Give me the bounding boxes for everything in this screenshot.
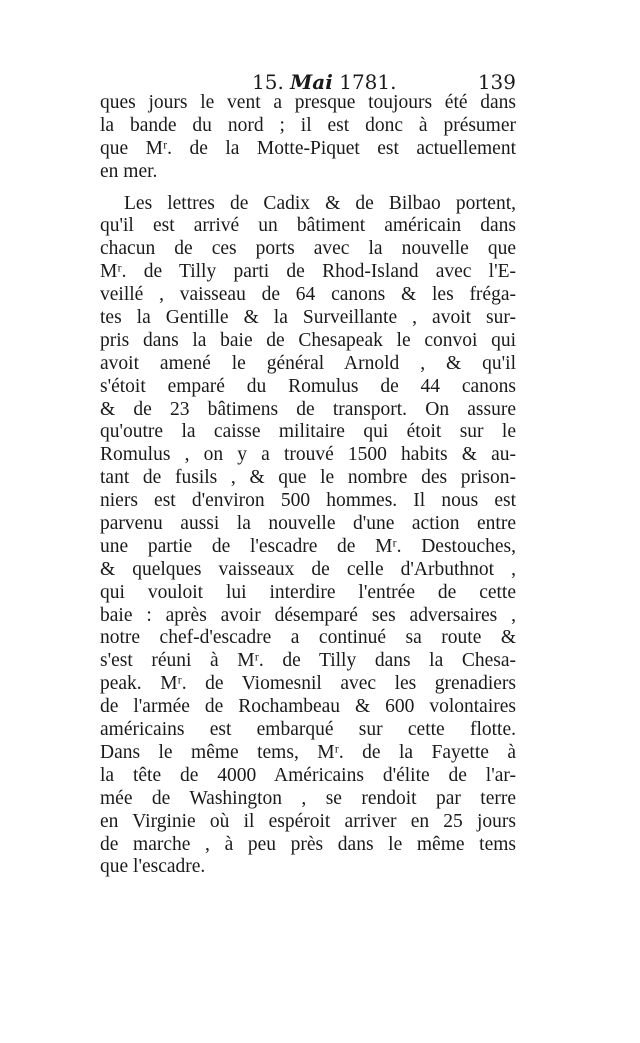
paragraph (100, 92, 516, 184)
header-month: Mai (290, 70, 333, 94)
header-year: 1781. (339, 70, 397, 94)
text-line: la bande du nord ; il est donc à présumer (100, 114, 516, 136)
page-number: 139 (477, 70, 516, 94)
text-line: qu'il est arrivé un bâtiment américain dans (100, 215, 516, 237)
text-line: chacun de ces ports avec la nouvelle que (100, 238, 516, 260)
text-line: avoit amené le général Arnold , & qu'il (100, 352, 516, 374)
text-line: Dans le même tems, Mʳ. de la Fayette à (100, 741, 516, 763)
text-line: peak. Mʳ. de Viomesnil avec les grenadiers (100, 673, 516, 695)
text-line: mée de Washington , se rendoit par terre (100, 787, 516, 809)
text-line: baie : après avoir désemparé ses adversaires , (100, 604, 516, 626)
body-text (100, 92, 516, 879)
text-line: qui vouloit lui interdire l'entrée de cette (100, 581, 516, 603)
text-line: Romulus , on y a trouvé 1500 habits & au- (100, 444, 516, 466)
text-line: s'est réuni à Mʳ. de Tilly dans la Chesa- (100, 650, 516, 672)
text-line: Les lettres de Cadix & de Bilbao portent, (124, 192, 516, 214)
text-line: tant de fusils , & que le nombre des prison- (100, 467, 516, 489)
text-line: de marche , à peu près dans le même tems (100, 833, 516, 855)
paragraph (100, 193, 516, 880)
text-line: la tête de 4000 Américains d'élite de l'ar- (100, 764, 516, 786)
text-line: que l'escadre. (100, 856, 206, 878)
text-line: qu'outre la caisse militaire qui étoit sur le (100, 421, 516, 443)
text-line: américains est embarqué sur cette flotte. (100, 719, 516, 741)
text-line: ques jours le vent a presque toujours été dans (100, 92, 516, 113)
text-line: notre chef-d'escadre a continué sa route & (100, 627, 516, 649)
text-line: veillé , vaisseau de 64 canons & les fréga- (100, 284, 516, 306)
text-line: de l'armée de Rochambeau & 600 volontaires (100, 696, 516, 718)
text-line: en Virginie où il espéroit arriver en 25 jours (100, 810, 516, 832)
text-line: & quelques vaisseaux de celle d'Arbuthnot , (100, 558, 516, 580)
text-line: une partie de l'escadre de Mʳ. Destouches, (100, 535, 516, 557)
paragraph-gap (100, 184, 516, 193)
text-line: & de 23 bâtimens de transport. On assure (100, 398, 516, 420)
text-line: pris dans la baie de Chesapeak le convoi qui (100, 329, 516, 351)
text-line: niers est d'environ 500 hommes. Il nous est (100, 490, 516, 512)
text-line: parvenu aussi la nouvelle d'une action entre (100, 513, 516, 535)
header-day: 15. (252, 70, 284, 94)
text-line: en mer. (100, 160, 158, 182)
text-line: que Mʳ. de la Motte-Piquet est actuellement (100, 137, 516, 159)
text-line: Mʳ. de Tilly parti de Rhod-Island avec l'E- (100, 261, 516, 283)
text-line: tes la Gentille & la Surveillante , avoit sur- (100, 307, 516, 329)
text-line: s'étoit emparé du Romulus de 44 canons (100, 375, 516, 397)
